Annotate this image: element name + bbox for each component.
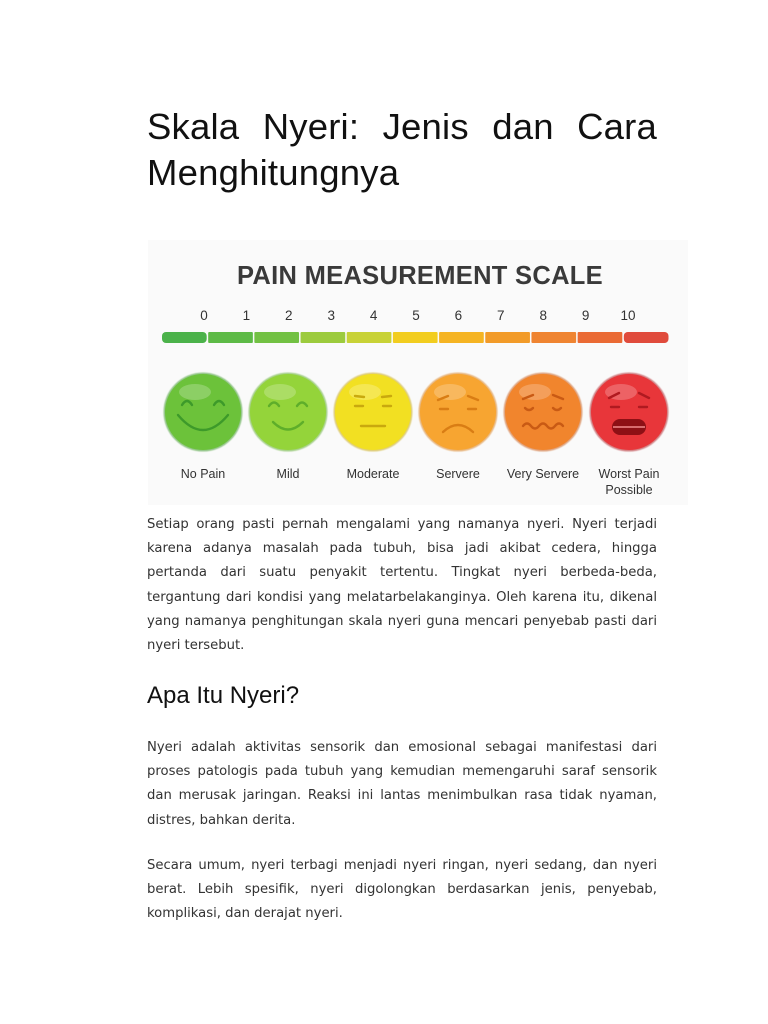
scale-number: 3 <box>327 308 335 323</box>
page-title: Skala Nyeri: Jenis dan Cara Menghitungnya <box>147 106 657 193</box>
scale-bar-segment <box>254 332 299 343</box>
classification-paragraph: Secara umum, nyeri terbagi menjadi nyeri ringan, nyeri sedang, dan nyeri berat. Lebih spesifik, nyeri digolongkan berdasarkan jenis, penyebab, komplikasi, dan derajat nyeri. <box>147 858 657 922</box>
scale-bar-segment <box>393 332 438 343</box>
scale-number: 8 <box>539 308 547 323</box>
face-label: Mild <box>276 467 300 481</box>
scale-bar-segment <box>485 332 530 343</box>
scale-bar-segment <box>162 332 207 343</box>
scale-number: 0 <box>200 308 208 323</box>
scale-bar-segment <box>624 332 669 343</box>
scale-bar-segment <box>439 332 484 343</box>
scale-number: 7 <box>497 308 505 323</box>
scale-title: PAIN MEASUREMENT SCALE <box>237 262 603 290</box>
face-label: Very Servere <box>506 467 580 481</box>
face-highlight <box>179 384 211 400</box>
face-label: Servere <box>436 467 480 481</box>
scale-bar-segment <box>347 332 392 343</box>
scale-number: 4 <box>369 308 378 323</box>
scale-bar-segment <box>301 332 346 343</box>
scale-bar-segment <box>578 332 623 343</box>
face-label: Moderate <box>346 467 400 481</box>
intro-paragraph: Setiap orang pasti pernah mengalami yang namanya nyeri. Nyeri terjadi karena adanya masalah pada tubuh, bisa jadi akibat cedera, hingga pertanda dari suatu penyakit tertentu. Tingkat nyeri berbeda-beda, tergantung dari kondisi yang melatarbelakanginya. Oleh karena itu, dikenal yang namanya penghitungan skala nyeri guna mencari penyebab pasti dari nyeri tersebut. <box>147 517 657 654</box>
scale-number: 5 <box>412 308 420 323</box>
section-heading: Apa Itu Nyeri? <box>147 682 300 709</box>
face-label-line2: Possible <box>605 483 653 497</box>
scale-number: 9 <box>581 308 590 323</box>
face-highlight <box>434 384 466 400</box>
face-label: Worst Pain <box>598 467 660 481</box>
crying-face-icon <box>590 373 669 498</box>
scale-bar-segment <box>531 332 576 343</box>
definition-paragraph: Nyeri adalah aktivitas sensorik dan emosional sebagai manifestasi dari proses patologis pada tubuh yang kemudian memengaruhi saraf sensorik dan merusak jaringan. Reaksi ini lantas menimbulkan rasa tidak nyaman, distres, bahkan derita. <box>147 740 657 828</box>
scale-bar-segment <box>208 332 253 343</box>
face-brow <box>382 396 391 397</box>
face-highlight <box>264 384 296 400</box>
pain-scale-graphic <box>148 240 688 505</box>
scale-number: 2 <box>285 308 293 323</box>
scale-number: 6 <box>454 308 463 323</box>
scale-number: 10 <box>620 308 636 323</box>
pain-measurement-scale-figure <box>148 240 688 505</box>
scale-number: 1 <box>242 308 251 323</box>
face-label: No Pain <box>180 467 226 481</box>
scale-color-bar <box>162 332 669 343</box>
face-brow <box>355 396 364 397</box>
